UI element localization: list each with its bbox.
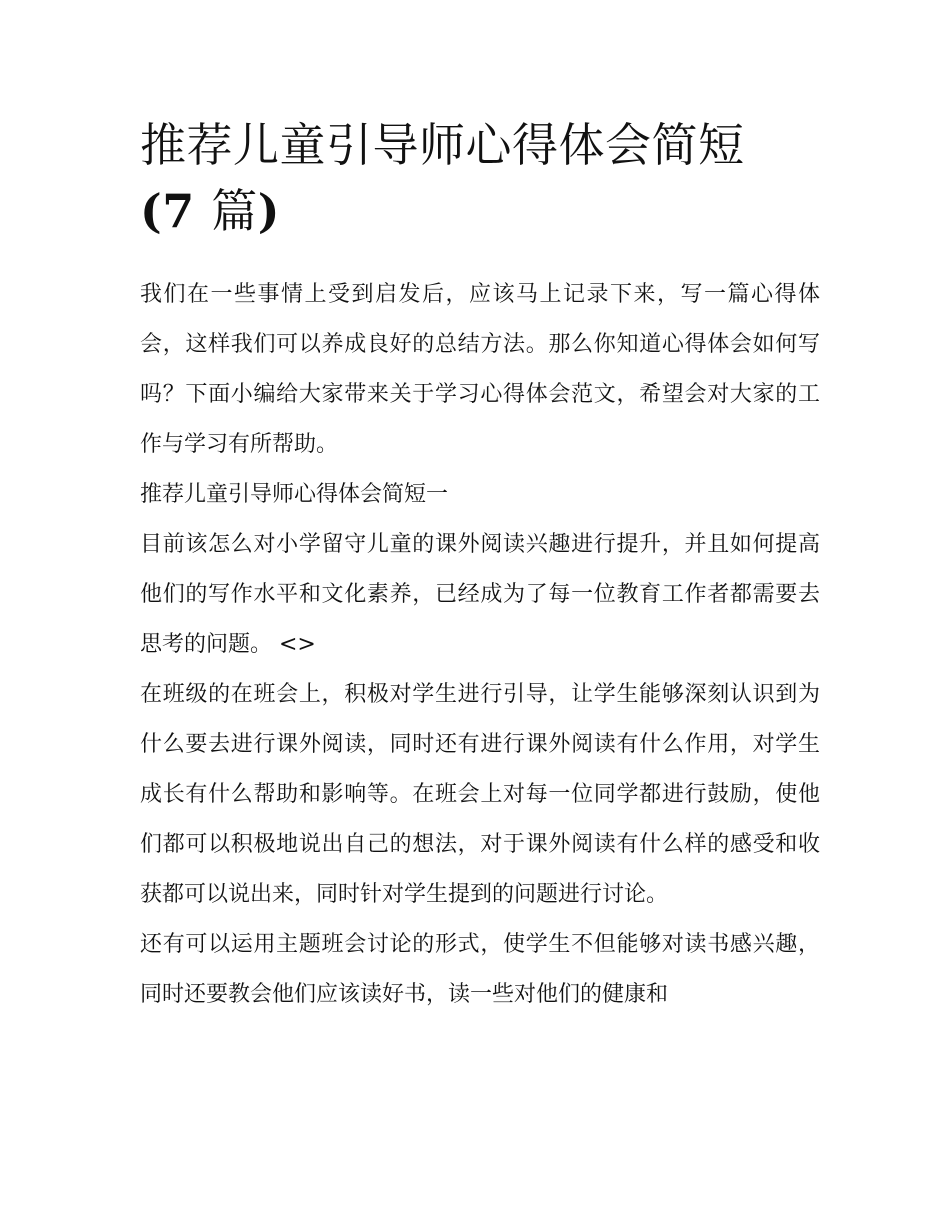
- title-count-char: 篇: [211, 184, 258, 238]
- body-paragraph-1: 目前该怎么对小学留守儿童的课外阅读兴趣进行提升，并且如何提高他们的写作水平和文化素养，已经成为了每一位教育工作者都需要去思考的问题。 <>: [140, 532, 820, 657]
- section-heading: 推荐儿童引导师心得体会简短一: [140, 482, 449, 507]
- title-count-suffix: ): [257, 184, 281, 238]
- body-paragraph-2: 在班级的在班会上，积极对学生进行引导，让学生能够深刻认识到为什么要去进行课外阅读，同时还有进行课外阅读有什么作用，对学生成长有什么帮助和影响等。在班会上对每一位同学都进行鼓励，使他们都可以积极地说出自己的想法，对于课外阅读有什么样的感受和收获都可以说出来，同时针对学生提到的问题进行讨论。: [140, 682, 820, 907]
- body-paragraph-3: 还有可以运用主题班会讨论的形式，使学生不但能够对读书感兴趣，同时还要教会他们应该读好书，读一些对他们的健康和: [140, 932, 820, 1007]
- title-count-prefix: (7: [140, 184, 212, 238]
- document-content: [140, 112, 820, 1020]
- intro-paragraph: 我们在一些事情上受到启发后，应该马上记录下来，写一篇心得体会，这样我们可以养成良好的总结方法。那么你知道心得体会如何写吗？下面小编给大家带来关于学习心得体会范文，希望会对大家的工作与学习有所帮助。: [140, 282, 820, 457]
- document-title: [140, 112, 820, 244]
- document-body: [140, 270, 820, 1020]
- title-line-1: 推荐儿童引导师心得体会简短: [140, 118, 745, 172]
